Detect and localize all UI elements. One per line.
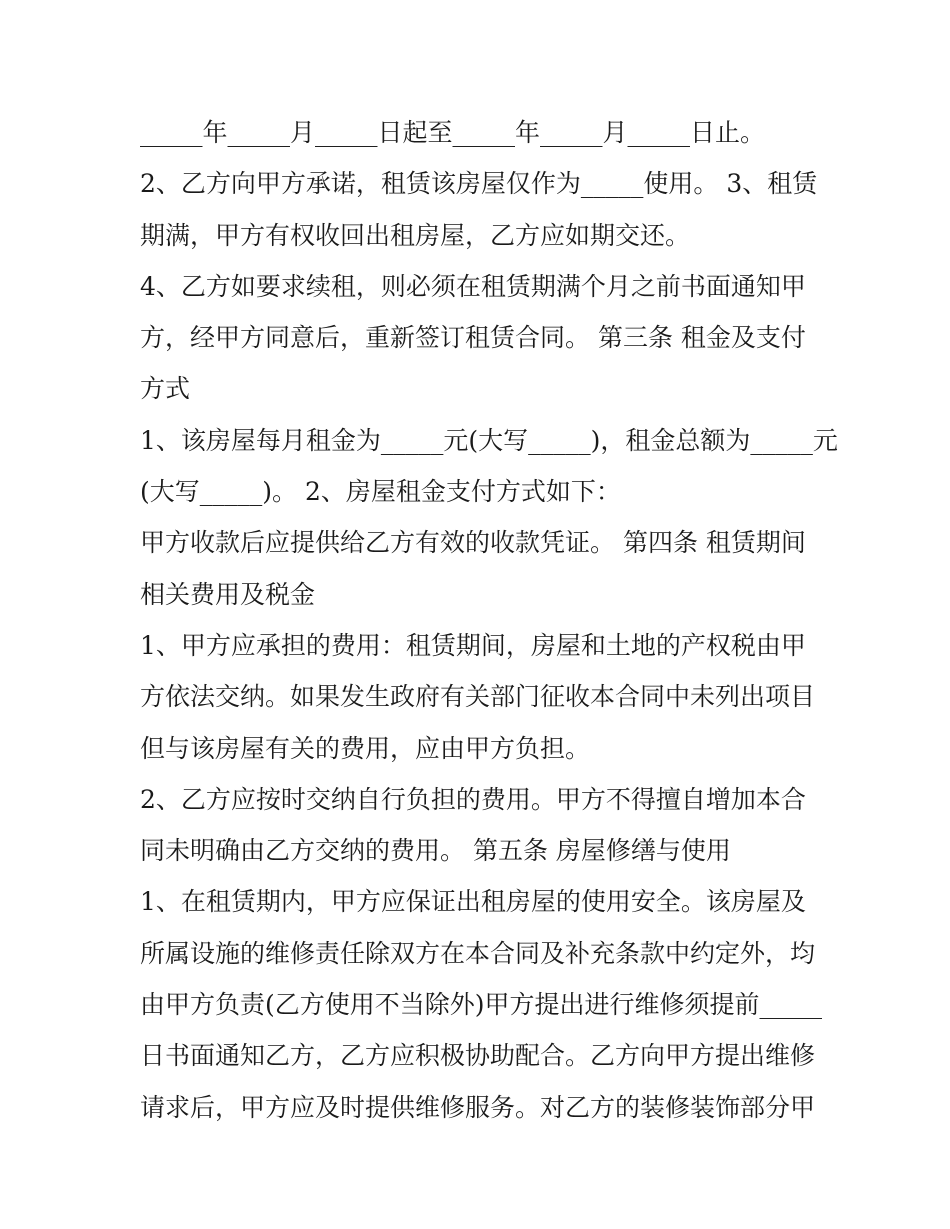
text-line-17: 所属设施的维修责任除双方在本合同及补充条款中约定外，均 bbox=[140, 938, 816, 968]
text-line-8: (大写_____)。 2、房屋租金支付方式如下： bbox=[140, 477, 621, 507]
text-line-18: 由甲方负责(乙方使用不当除外)甲方提出进行维修须提前_____ bbox=[140, 990, 823, 1020]
text-line-15: 同未明确由乙方交纳的费用。 第五条 房屋修缮与使用 bbox=[140, 836, 731, 866]
document-body bbox=[140, 107, 840, 1133]
text-line-5: 方，经甲方同意后，重新签订租赁合同。 第三条 租金及支付 bbox=[140, 323, 806, 353]
text-line-6: 方式 bbox=[140, 374, 191, 404]
text-line-12: 方依法交纳。如果发生政府有关部门征收本合同中未列出项目 bbox=[140, 682, 816, 712]
text-line-11: 1、甲方应承担的费用：租赁期间，房屋和土地的产权税由甲 bbox=[140, 630, 806, 660]
text-line-14: 2、乙方应按时交纳自行负担的费用。甲方不得擅自增加本合 bbox=[140, 784, 806, 814]
text-line-13: 但与该房屋有关的费用，应由甲方负担。 bbox=[140, 733, 591, 763]
text-line-10: 相关费用及税金 bbox=[140, 579, 316, 609]
text-line-1: _____年_____月_____日起至_____年_____月_____日止。 bbox=[140, 118, 766, 147]
text-line-16: 1、在租赁期内，甲方应保证出租房屋的使用安全。该房屋及 bbox=[140, 887, 806, 917]
text-line-19: 日书面通知乙方，乙方应积极协助配合。乙方向甲方提出维修 bbox=[140, 1041, 816, 1071]
text-line-9: 甲方收款后应提供给乙方有效的收款凭证。 第四条 租赁期间 bbox=[140, 528, 806, 558]
text-line-20: 请求后，甲方应及时提供维修服务。对乙方的装修装饰部分甲 bbox=[140, 1092, 816, 1122]
text-line-2: 2、乙方向甲方承诺，租赁该房屋仅作为_____使用。 3、租赁 bbox=[140, 169, 818, 199]
text-line-3: 期满，甲方有权收回出租房屋，乙方应如期交还。 bbox=[140, 220, 691, 250]
text-line-7: 1、该房屋每月租金为_____元(大写_____)，租金总额为_____元 bbox=[140, 425, 838, 455]
text-line-4: 4、乙方如要求续租，则必须在租赁期满个月之前书面通知甲 bbox=[140, 271, 806, 301]
